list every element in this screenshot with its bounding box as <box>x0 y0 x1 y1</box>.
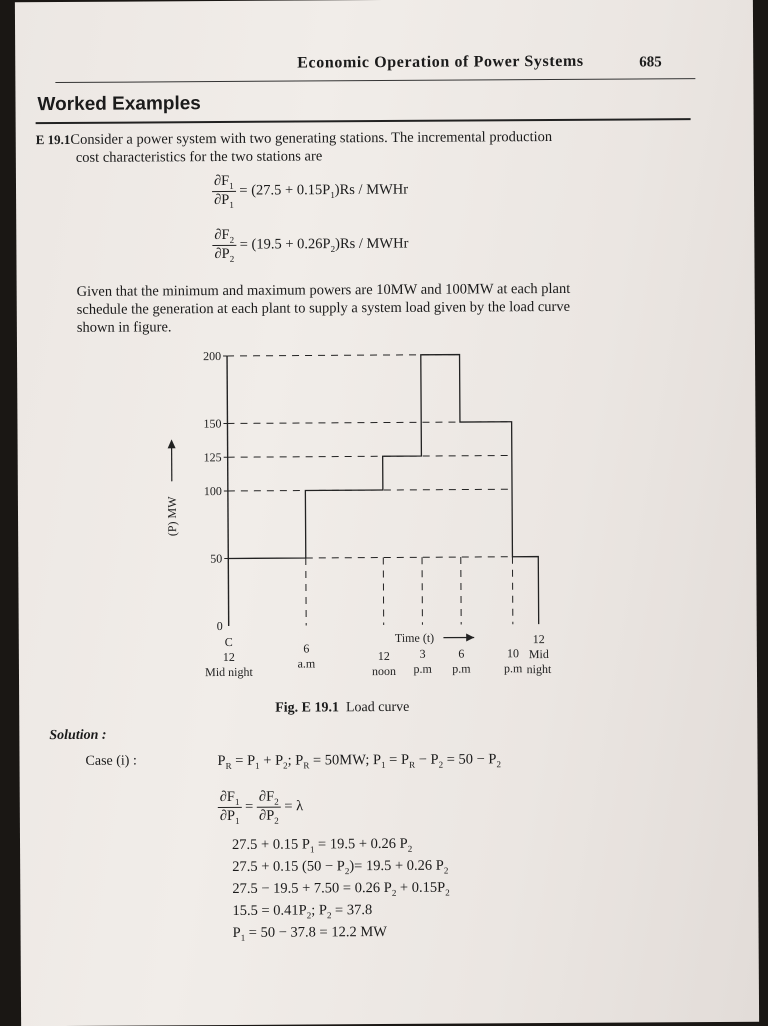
x-tick-label: p.m <box>413 662 432 676</box>
y-arrow-head <box>168 439 176 448</box>
load-curve-chart <box>117 339 579 687</box>
solution-line-1: $P_R = P_1 + P_2$; $P_R = 50MW$; $P_1 = P_R - P_2 = 50 - P_2$ <box>217 751 501 771</box>
y-tick-label: 0 <box>217 619 223 633</box>
example-intro-line2: cost characteristics for the two stations are <box>76 148 323 167</box>
base-load-dash <box>306 557 513 558</box>
solution-line-2: $\frac{\partial F_1}{\partial P_1}$ = $\frac{\partial F_2}{\partial P_2}$ = λ <box>218 789 304 826</box>
given-line3: shown in figure. <box>77 319 172 337</box>
equation-2: $\frac{\partial F_2}{\partial P_2}$ = $(19.5 + 0.26P_2)Rs$ / MWHr <box>212 226 408 264</box>
x-tick-label: C <box>225 635 233 649</box>
solution-heading: Solution : <box>49 728 106 744</box>
solution-line-3: 27.5 + 0.15 $P_1 = 19.5 + 0.26$ $P_2$ <box>232 836 412 855</box>
y-tick-label: 125 <box>204 450 222 464</box>
solution-line-6: $15.5 = 0.41P_2$; $P_2 = 37.8$ <box>232 902 372 921</box>
y-axis-label: (P) MW <box>165 496 179 536</box>
y-tick-label: 50 <box>210 552 222 566</box>
book-page <box>15 0 759 1026</box>
x-tick-label: 3 <box>420 647 426 661</box>
x-tick-label: Mid <box>529 647 549 661</box>
solution-line-4: 27.5 + 0.15 $(50 - P_2)= 19.5 + 0.26$ $P_2$ <box>232 858 448 877</box>
x-tick-label: 10 <box>507 646 519 660</box>
x-tick-label: Mid night <box>205 665 253 679</box>
y-tick-label: 150 <box>203 417 221 431</box>
x-tick-label: p.m <box>452 661 471 675</box>
y-tick-label: 200 <box>203 349 221 363</box>
page-number: 685 <box>639 54 662 71</box>
figure-caption-label: Fig. E 19.1 <box>275 700 339 715</box>
section-title: Worked Examples <box>37 93 200 116</box>
example-intro-line1: Consider a power system with two generating stations. The incremental production <box>70 129 552 148</box>
load-curve-svg <box>117 339 579 687</box>
case-label: Case (i) : <box>85 754 136 770</box>
load-curve-line <box>227 354 539 626</box>
given-line1: Given that the minimum and maximum powers are 10MW and 100MW at each plant <box>77 281 571 301</box>
x-tick-label: 6 <box>458 647 464 661</box>
x-tick-label: 12 <box>533 632 545 646</box>
x-tick-label: p.m <box>504 661 523 675</box>
equation-1: $\frac{\partial F_1}{\partial P_1}$ = $(27.5 + 0.15P_1)Rs$ / MWHr <box>212 172 408 210</box>
solution-line-5: 27.5 − 19.5 + 7.50 = 0.26 $P_2 + 0.15P_2$ <box>232 880 449 899</box>
x-tick-label: 6 <box>303 641 309 655</box>
y-tick-label: 100 <box>204 484 222 498</box>
section-rule <box>36 118 691 124</box>
x-tick-label: noon <box>372 664 396 678</box>
y-guide-line <box>228 455 512 457</box>
figure-caption-text: Load curve <box>346 700 409 715</box>
x-axis-label: Time (t) <box>395 631 434 645</box>
x-tick-label: a.m <box>298 656 316 670</box>
example-label: E 19.1 <box>36 132 71 147</box>
figure-caption <box>275 700 409 717</box>
x-arrow-head <box>466 633 474 641</box>
x-tick-label: night <box>527 662 552 676</box>
x-tick-label: 12 <box>223 650 235 664</box>
example-intro <box>36 129 553 149</box>
x-tick-label: 12 <box>378 649 390 663</box>
running-header-title: Economic Operation of Power Systems <box>297 53 584 73</box>
header-rule <box>55 78 695 83</box>
given-line2: schedule the generation at each plant to supply a system load given by the load curve <box>77 299 570 319</box>
solution-line-7: $P_1 = 50 - 37.8 = 12.2$ MW <box>233 924 387 943</box>
